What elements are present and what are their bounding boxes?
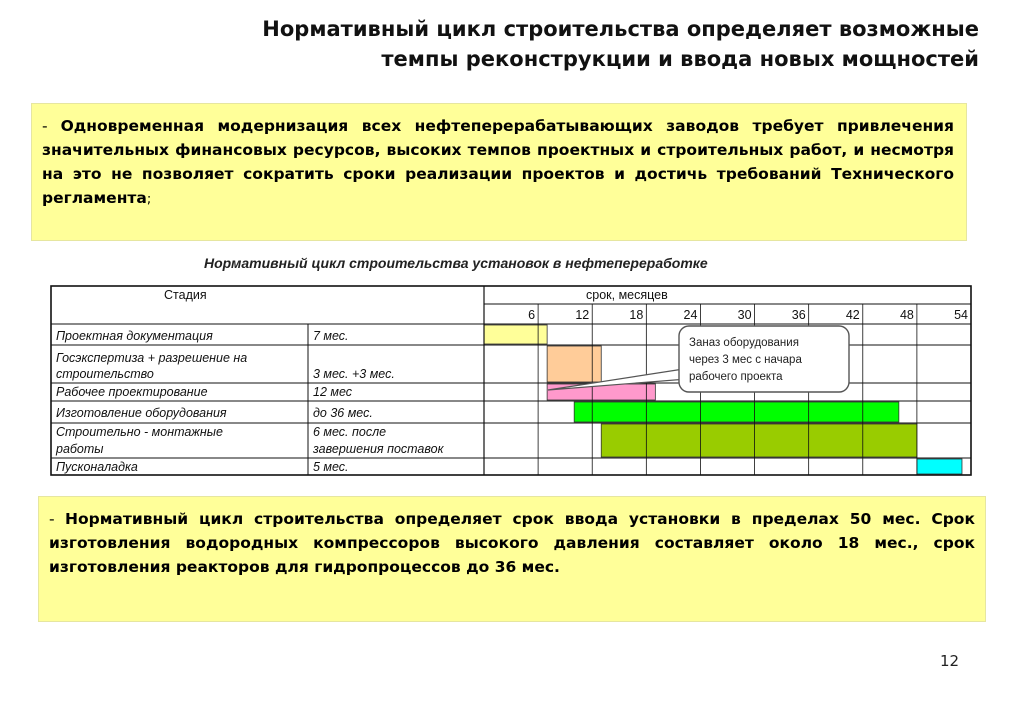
stage-label: Проектная документация: [56, 329, 213, 343]
tick-label: 30: [737, 308, 752, 322]
duration-label: до 36 мес.: [313, 406, 373, 420]
duration-label: 5 мес.: [313, 460, 349, 474]
title-line-2: темпы реконструкции и ввода новых мощностей: [381, 47, 979, 71]
info-box-bottom: [38, 496, 986, 622]
tick-label: 24: [683, 308, 698, 322]
chart-title: Нормативный цикл строительства установок в нефтепереработке: [204, 255, 708, 271]
tick-label: 6: [528, 308, 536, 322]
info-box-top-text: Одновременная модернизация всех нефтеперерабатывающих заводов требует привлечения значительных финансовых ресурсов, высоких темпов проектных и строительных работ, и несмотря на это не позволяет сократить сроки реализации проектов и достичь требований Технического регламента: [42, 117, 954, 207]
callout-text: Заназ оборудования: [689, 337, 799, 349]
stage-label: работы: [56, 442, 104, 456]
duration-label: 12 мес: [313, 385, 353, 399]
duration-label: 3 мес. +3 мес.: [313, 367, 395, 381]
header-term: срок, месяцев: [586, 288, 668, 302]
tick-label: 12: [575, 308, 590, 322]
callout-text: через 3 мес с начара: [689, 354, 802, 366]
duration-label: завершения поставок: [313, 442, 444, 456]
bullet-dash: -: [42, 117, 61, 135]
tick-label: 48: [899, 308, 914, 322]
bullet-dash: -: [49, 510, 65, 528]
gantt-bar: [547, 346, 601, 382]
gantt-bar: [547, 384, 655, 400]
tick-label: 54: [954, 308, 968, 322]
info-box-bottom-text: Нормативный цикл строительства определяет срок ввода установки в пределах 50 мес. Срок изготовления водородных компрессоров высокого давления составляет около 18 мес., срок изготовления реакторов для гидропроцессов до 36 мес.: [49, 510, 975, 576]
stage-label: Госэкспертиза + разрешение на: [56, 351, 248, 365]
gantt-bar: [601, 424, 917, 457]
tick-label: 18: [629, 308, 644, 322]
stage-label: Строительно - монтажные: [56, 425, 223, 439]
info-box-top-end: ;: [146, 192, 152, 207]
tick-label: 36: [791, 308, 806, 322]
stage-label: строительство: [56, 367, 154, 381]
gantt-bar: [484, 325, 547, 344]
stage-label: Изготовление оборудования: [56, 406, 227, 420]
callout-text: рабочего проекта: [689, 371, 783, 383]
duration-label: 7 мес.: [313, 329, 349, 343]
header-stage: Стадия: [164, 288, 207, 302]
page-number: 12: [940, 652, 960, 670]
stage-label: Рабочее проектирование: [56, 385, 208, 399]
gantt-bar: [574, 402, 899, 422]
stage-label: Пусконаладка: [56, 460, 138, 474]
gantt-bar: [917, 459, 962, 474]
tick-label: 42: [845, 308, 860, 322]
duration-label: 6 мес. после: [313, 425, 387, 439]
title-line-1: Нормативный цикл строительства определяет возможные: [262, 17, 979, 41]
